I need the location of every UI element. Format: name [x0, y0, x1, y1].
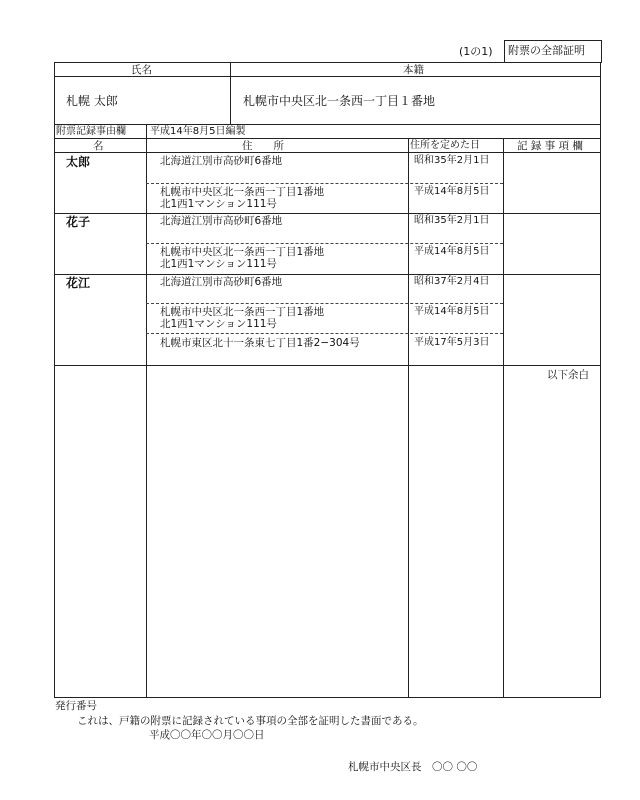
- col-header-address: 住 所: [242, 140, 284, 152]
- address-line: 北海道江別市高砂町6番地: [160, 276, 283, 288]
- date-cell: 昭和35年2月1日: [414, 215, 490, 226]
- date-cell: 平成14年8月5日: [414, 306, 490, 317]
- entry-separator: [146, 333, 503, 334]
- frame-bottom: [54, 697, 601, 698]
- name-value: 札幌 太郎: [66, 94, 118, 108]
- frame-right: [600, 62, 601, 698]
- col-divider-3: [503, 138, 504, 697]
- address-line-2: 北1西1マンション111号: [160, 318, 277, 330]
- issue-date: 平成〇〇年〇〇月〇〇日: [149, 729, 265, 741]
- entry-separator: [146, 183, 503, 184]
- reason-label: 附票記録事由欄: [56, 126, 126, 137]
- col-header-date: 住所を定めた日: [410, 140, 480, 151]
- honseki-header: 本籍: [403, 64, 424, 76]
- page-count: (1の1): [459, 45, 493, 58]
- col-divider-2: [408, 138, 409, 697]
- person-separator: [54, 365, 601, 366]
- address-line: 北海道江別市高砂町6番地: [160, 215, 283, 227]
- column-header-bottom: [54, 152, 601, 153]
- col-header-remarks: 記 録 事 項 欄: [517, 140, 583, 152]
- top-table-bottom: [54, 124, 601, 125]
- date-cell: 平成17年5月3日: [414, 337, 490, 348]
- document-title: 附票の全部証明: [508, 44, 585, 57]
- person-name: 花江: [66, 276, 91, 290]
- certification-text: これは、戸籍の附票に記録されている事項の全部を証明した書面である。: [77, 715, 424, 727]
- entry-separator: [146, 243, 503, 244]
- col-divider-1: [146, 138, 147, 697]
- top-header-line: [54, 76, 601, 77]
- entry-separator: [146, 303, 503, 304]
- person-separator: [54, 213, 601, 214]
- person-separator: [54, 274, 601, 275]
- address-line-2: 北1西1マンション111号: [160, 198, 277, 210]
- address-line: 札幌市中央区北一条西一丁目1番地: [160, 246, 325, 258]
- date-cell: 平成14年8月5日: [414, 186, 490, 197]
- issuer-signature: 札幌市中央区長 〇〇 〇〇: [348, 761, 478, 773]
- reason-value: 平成14年8月5日編製: [150, 126, 246, 137]
- date-cell: 平成14年8月5日: [414, 246, 490, 257]
- name-header: 氏名: [131, 64, 152, 76]
- frame-left: [54, 62, 55, 698]
- address-line: 札幌市東区北十一条東七丁目1番2−304号: [160, 337, 360, 349]
- issue-number-label: 発行番号: [55, 700, 97, 712]
- honseki-value: 札幌市中央区北一条西一丁目１番地: [243, 94, 436, 108]
- address-line: 北海道江別市高砂町6番地: [160, 155, 283, 167]
- frame-top: [54, 62, 601, 63]
- end-mark: 以下余白: [547, 369, 589, 381]
- date-cell: 昭和37年2月4日: [414, 276, 490, 287]
- person-name: 花子: [66, 215, 91, 229]
- reason-divider: [146, 124, 147, 138]
- address-line: 札幌市中央区北一条西一丁目1番地: [160, 186, 325, 198]
- person-name: 太郎: [66, 155, 91, 169]
- date-cell: 昭和35年2月1日: [414, 155, 490, 166]
- reason-bottom: [54, 138, 601, 139]
- address-line-2: 北1西1マンション111号: [160, 258, 277, 270]
- address-line: 札幌市中央区北一条西一丁目1番地: [160, 306, 325, 318]
- col-header-name: 名: [93, 140, 104, 152]
- top-divider: [230, 62, 231, 124]
